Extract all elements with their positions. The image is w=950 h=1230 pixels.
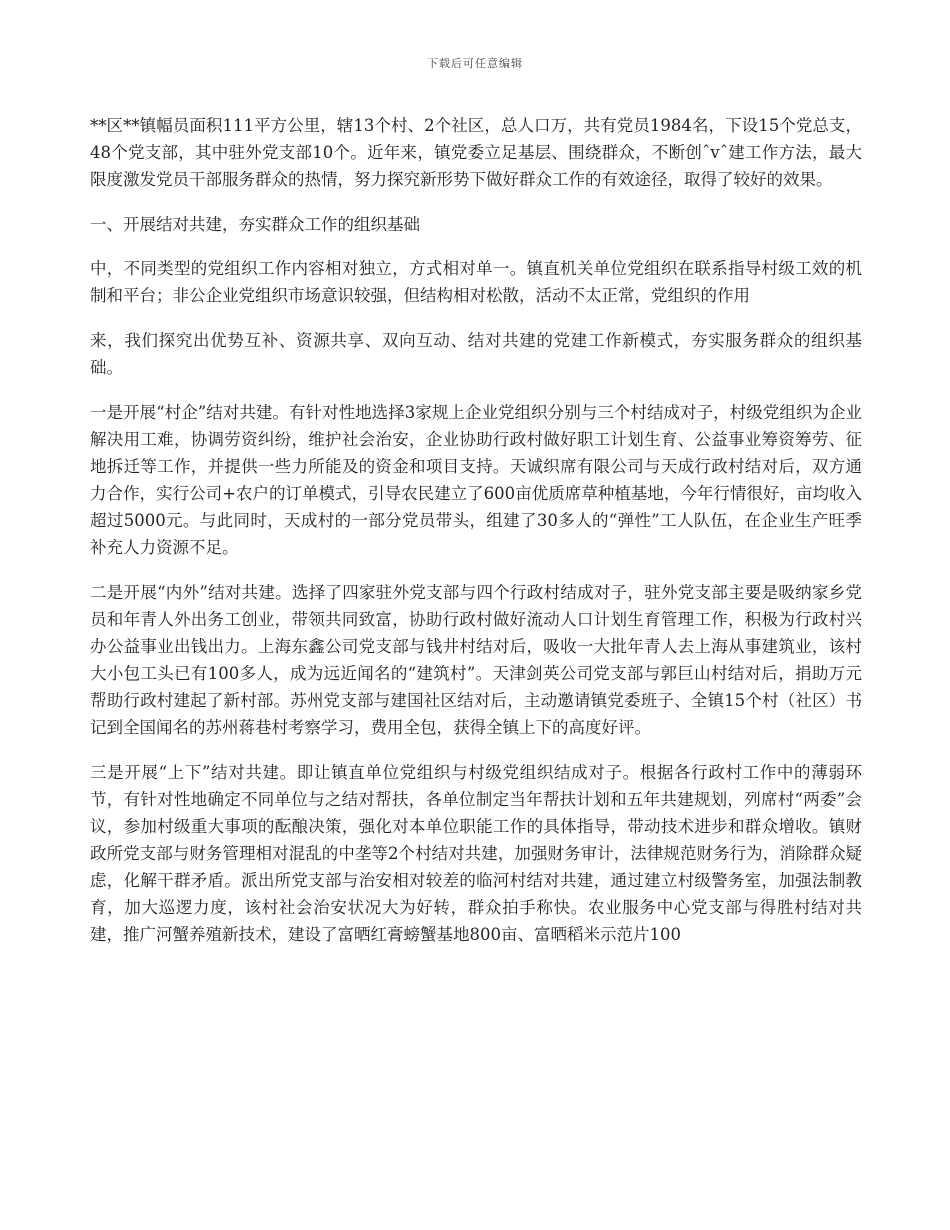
document-body <box>90 112 862 966</box>
body-paragraph: 来，我们探究出优势互补、资源共享、双向互动、结对共建的党建工作新模式，夯实服务群众的组织基础。 <box>90 331 862 377</box>
body-paragraph: 二是开展“内外”结对共建。选择了四家驻外党支部与四个行政村结成对子，驻外党支部主要是吸纳家乡党员和年青人外出务工创业，带领共同致富，协助行政村做好流动人口计划生育管理工作，积极为行政村兴办公益事业出钱出力。上海东鑫公司党支部与钱井村结对后，吸收一大批年青人去上海从事建筑业，该村大小包工头已有100多人，成为远近闻名的“建筑村”。天津剑英公司党支部与郭巨山村结对后，捐助万元帮助行政村建起了新村部。苏州党支部与建国社区结对后，主动邀请镇党委班子、全镇15个村（社区）书记到全国闻名的苏州蒋巷村考察学习，费用全包，获得全镇上下的高度好评。 <box>90 583 862 737</box>
section-heading: 一、开展结对共建，夯实群众工作的组织基础 <box>90 215 420 234</box>
page-header: 下载后可任意编辑 <box>427 57 523 70</box>
body-paragraph: 一是开展“村企”结对共建。有针对性地选择3家规上企业党组织分别与三个村结成对子，村级党组织为企业解决用工难，协调劳资纠纷，维护社会治安，企业协助行政村做好职工计划生育、公益事业筹资筹劳、征地拆迁等工作，并提供一些力所能及的资金和项目支持。天诚织席有限公司与天成行政村结对后，双方通力合作，实行公司+农户的订单模式，引导农民建立了600亩优质席草种植基地，今年行情很好，亩均收入超过5000元。与此同时，天成村的一部分党员带头，组建了30多人的“弹性”工人队伍，在企业生产旺季补充人力资源不足。 <box>90 403 862 557</box>
body-paragraph: 三是开展“上下”结对共建。即让镇直单位党组织与村级党组织结成对子。根据各行政村工作中的薄弱环节，有针对性地确定不同单位与之结对帮扶，各单位制定当年帮扶计划和五年共建规划，列席村“两委”会议，参加村级重大事项的酝酿决策，强化对本单位职能工作的具体指导，带动技术进步和群众增收。镇财政所党支部与财务管理相对混乱的中垄等2个村结对共建，加强财务审计，法律规范财务行为，消除群众疑虑，化解干群矛盾。派出所党支部与治安相对较差的临河村结对共建，通过建立村级警务室，加强法制教育，加大巡逻力度，该村社会治安状况大为好转，群众拍手称快。农业服务中心党支部与得胜村结对共建，推广河蟹养殖新技术，建设了富晒红膏螃蟹基地800亩、富晒稻米示范片100 <box>90 763 862 944</box>
intro-paragraph: **区**镇幅员面积111平方公里，辖13个村、2个社区，总人口万，共有党员1984名，下设15个党总支，48个党支部，其中驻外党支部10个。近年来，镇党委立足基层、围绕群众，不断创ˆvˆ建工作方法，最大限度激发党员干部服务群众的热情，努力探究新形势下做好群众工作的有效途径，取得了较好的效果。 <box>90 116 862 189</box>
body-paragraph: 中，不同类型的党组织工作内容相对独立，方式相对单一。镇直机关单位党组织在联系指导村级工效的机制和平台；非公企业党组织市场意识较强，但结构相对松散，活动不太正常，党组织的作用 <box>90 259 862 305</box>
